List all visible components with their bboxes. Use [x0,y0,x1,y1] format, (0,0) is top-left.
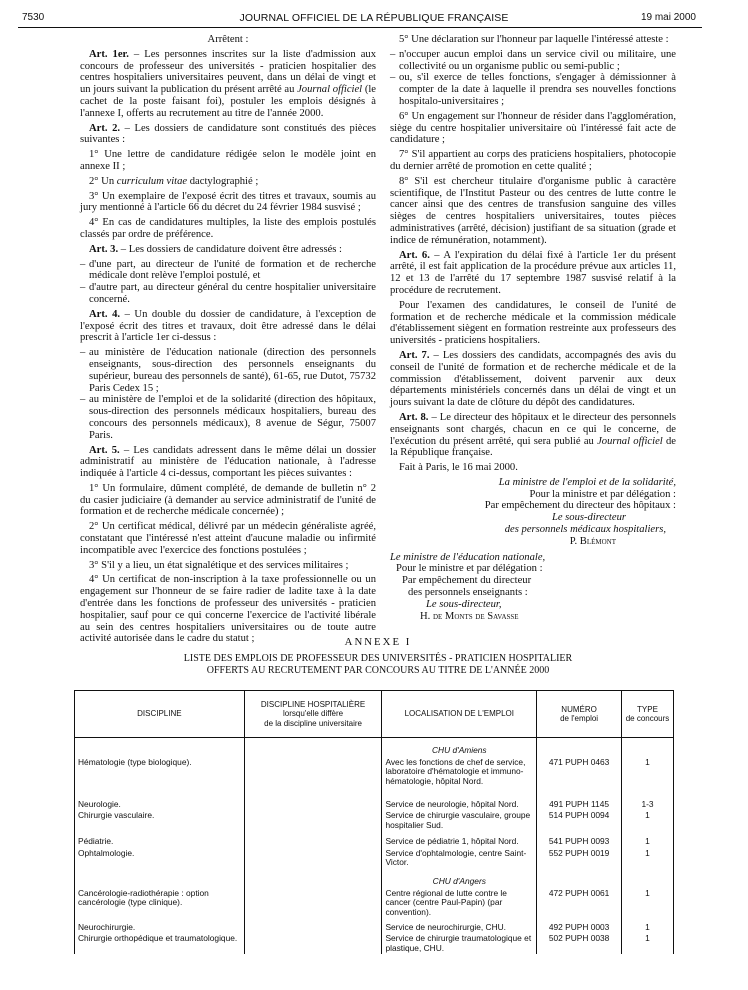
journal-title: JOURNAL OFFICIEL DE LA RÉPUBLIQUE FRANÇAISE [239,12,509,24]
col-header-localisation: LOCALISATION DE L'EMPLOI [382,691,537,738]
col-header-number: NUMÉRO de l'emploi [537,691,622,738]
chu-label: CHU d'Amiens [382,738,537,757]
left-column [80,34,376,648]
article-3-list [80,259,376,306]
list-item: – n'occuper aucun emploi dans un service civil ou militaire, une collectivité ou un organisme public ou semi-public ; [390,49,676,73]
article-5-item: 4° Un certificat de non-inscription à la taxe professionnelle ou un engagement sur l'honneur de se faire radier de ladite taxe à la date d'entrée dans les fonctions de professeur des universités - praticien hospitalier, sauf pour ce qui concerne l'exercice de l'activité libérale au sein des centres hospitaliers universitaires ou de toute autre activité autorisée dans le cadre du statut ; [80,574,376,645]
table-row: Hématologie (type biologique). Avec les fonctions de chef de service, laboratoire d'hématologie et immuno-hématologie, hôpital Nord. 471 PUPH 0463 1 [75,757,674,799]
list-item: – au ministère de l'emploi et de la solidarité (direction des hôpitaux, sous-direction des personnels médicaux hospitaliers, bureau des concours des personnels médicaux), 8 avenue de Ségur, 75007 Paris. [80,394,376,441]
table-header-row [75,691,674,738]
article-5-item: 1° Un formulaire, dûment complété, de demande de bulletin n° 2 du casier judiciaire (à demander au service administratif de l'unité de formation et de recherche médicale concernée) ; [80,482,376,518]
col-header-hospital-discipline: DISCIPLINE HOSPITALIÈRE lorsqu'elle diffère de la discipline universitaire [244,691,382,738]
list-item: – au ministère de l'éducation nationale (direction des personnels enseignants, sous-direction des personnels enseignants du supérieur, bureau des personnels de santé), 61-65, rue Dutot, 75732 Paris Cedex 15 ; [80,347,376,394]
item-7: 7° S'il appartient au corps des praticiens hospitaliers, photocopie du dernier arrêté de promotion en cette qualité ; [390,149,676,172]
table-row: Chirurgie vasculaire. Service de chirurgie vasculaire, groupe hospitalier Sud. 514 PUPH 0094 1 [75,810,674,836]
article-2-item: 4° En cas de candidatures multiples, la liste des emplois postulés classés par ordre de préférence. [80,217,376,240]
article-6: Art. 6. – A l'expiration du délai fixé à l'article 1er du présent arrêté, il est fait application de la procédure prévue aux articles 11, 12 et 13 de l'arrêté du 17 septembre 1987 susvisé relatif à la procédure de recrutement. [390,249,677,296]
signatory-line: des personnels médicaux hospitaliers, [504,524,666,536]
header-rule [18,27,702,28]
signatory-line: Le sous-directeur [551,512,626,524]
signatory-line: Par empêchement du directeur [402,575,532,587]
posts-table [74,690,674,954]
page-header [0,0,748,30]
signatory-line: des personnels enseignants : [408,587,528,599]
article-8: Art. 8. – Le directeur des hôpitaux et le directeur des personnels enseignants sont chargés, chacun en ce qui le concerne, de l'exécution du présent arrêté, qui sera publié au Journal officiel de la République française. [390,411,677,459]
item-5: 5° Une déclaration sur l'honneur par laquelle l'intéressé atteste : [399,34,669,45]
list-item: – ou, s'il exerce de telles fonctions, s'engager à démissionner à compter de la date à laquelle il prendra ses nouvelles fonctions hospitalo-universitaires ; [390,72,676,107]
article-4: Art. 4. – Un double du dossier de candidature, à l'exception de l'exposé écrit des titres et travaux, doit être adressé dans le délai prescrit à l'article 1er ci-dessus : [80,308,376,344]
article-2: Art. 2. – Les dossiers de candidature sont constitués des pièces suivantes : [80,122,377,146]
signatory-name: H. de Monts de Savasse [420,610,519,622]
annex-heading: ANNEXE I [344,636,412,648]
signatory-line: Par empêchement du directeur des hôpitaux : [484,500,676,512]
article-7: Art. 7. – Les dossiers des candidats, accompagnés des avis du conseil de l'unité de formation et de recherche médicale et de la commission d'établissement, doivent parvenir aux deux départements ministériels concernés dans un délai de vingt et un jours suivant la date de clôture du dépôt des candidatures. [390,349,676,409]
article-2-item: 2° Un curriculum vitae dactylographié ; [89,175,259,187]
col-header-type: TYPE de concours [622,691,674,738]
table-row: Pédiatrie. Service de pédiatrie 1, hôpital Nord. 541 PUPH 0093 1 [75,836,674,848]
item-6: 6° Un engagement sur l'honneur de résider dans l'agglomération, siège du centre hospitalier universitaire où l'intéressé fait acte de candidature ; [390,110,676,146]
table-row: Cancérologie-radiothérapie : option cancérologie (type clinique). Centre régional de lutte contre le cancer (centre Paul-Papin) (par convention). 472 PUPH 0061 1 [75,888,674,922]
page-number: 7530 [22,12,45,23]
list-item: – d'une part, au directeur de l'unité de formation et de recherche médicale dont relève l'emploi postulé, et [80,259,376,283]
issue-date: 19 mai 2000 [640,12,696,23]
right-column [390,34,676,622]
signatory-name: P. Blémont [569,535,616,547]
article-2-item: 1° Une lettre de candidature rédigée selon le modèle joint en annexe II ; [80,149,376,172]
signing-place-date: Fait à Paris, le 16 mai 2000. [399,462,518,474]
table-row: Neurologie. Service de neurologie, hôpital Nord. 491 PUPH 1145 1-3 [75,799,674,811]
signature-block-education [390,552,676,623]
signature-block-emploi [390,477,676,548]
decision-heading: Arrêtent : [207,34,249,45]
article-5-item: 2° Un certificat médical, délivré par un médecin généraliste agréé, constatant que l'intéressé n'est atteint d'aucune maladie ou infirmité incompatible avec l'exercice des fonctions postulées ; [80,521,376,556]
article-5: Art. 5. – Les candidats adressent dans le même délai un dossier administratif au ministère de l'éducation nationale, à l'adresse indiquée à l'article 4 ci-dessus, comportant les pièces suivantes : [80,444,377,480]
article-5-item: 3° S'il y a lieu, un état signalétique et des services militaires ; [89,559,349,571]
chu-group-row [75,738,674,757]
article-4-list [80,347,376,441]
chu-group-row [75,869,674,888]
col-header-discipline: DISCIPLINE [75,691,245,738]
item-5-list [390,49,676,108]
item-8: 8° S'il est chercheur titulaire d'organisme public à caractère scientifique, de l'Institut Pasteur ou des centres de lutte contre le cancer ainsi que des centres de transfusion sanguine des villes sièges de centres hospitaliers universitaires, toutes pièces administratives (arrêté, décision) justifiant de sa situation (grade et indice de rémunération, notamment). [390,175,676,246]
signatory-line: Pour le ministre et par délégation : [396,563,543,575]
article-6-paragraph: Pour l'examen des candidatures, le conseil de l'unité de formation et de recherche médicale et la commission médicale d'établissement siègent en formation restreinte aux professeurs des universités - praticiens hospitaliers. [390,299,676,347]
table-row: Neurochirurgie. Service de neurochirurgie, CHU. 492 PUPH 0003 1 [75,922,674,934]
list-item: – d'autre part, au directeur général du centre hospitalier universitaire concerné. [80,282,376,306]
table-row: Ophtalmologie. Service d'ophtalmologie, centre Saint-Victor. 552 PUPH 0019 1 [75,848,674,869]
signatory-line: Pour la ministre et par délégation : [529,488,676,500]
article-3: Art. 3. – Les dossiers de candidature doivent être adressés : [89,243,342,255]
signatory-ministry: La ministre de l'emploi et de la solidarité, [498,476,676,488]
article-2-item: 3° Un exemplaire de l'exposé écrit des titres et travaux, soumis au jury mentionné à l'article 66 du décret du 24 février 1984 susvisé ; [80,190,376,214]
article-1: Art. 1er. – Les personnes inscrites sur la liste d'admission aux concours de professeur des universités - praticien hospitalier des centres hospitaliers universitaires peuvent, dans un délai de vingt et un jours suivant la publication du présent arrêté au Journal officiel (le cachet de la poste faisant foi), postuler les emplois désignés à l'annexe I, offerts au recrutement au titre de l'année 2000. [80,48,376,119]
annex-title: LISTE DES EMPLOIS DE PROFESSEUR DES UNIVERSITÉS - PRATICIEN HOSPITALIER OFFERTS AU RECRUTEMENT PAR CONCOURS AU TITRE DE L'ANNÉE 2000 [183,653,573,676]
signatory-ministry: Le ministre de l'éducation nationale, [390,551,546,563]
chu-label: CHU d'Angers [382,869,537,888]
table-row: Chirurgie orthopédique et traumatologique. Service de chirurgie traumatologique et plastique, CHU. 502 PUPH 0038 1 [75,933,674,954]
signatory-line: Le sous-directeur, [426,598,502,610]
